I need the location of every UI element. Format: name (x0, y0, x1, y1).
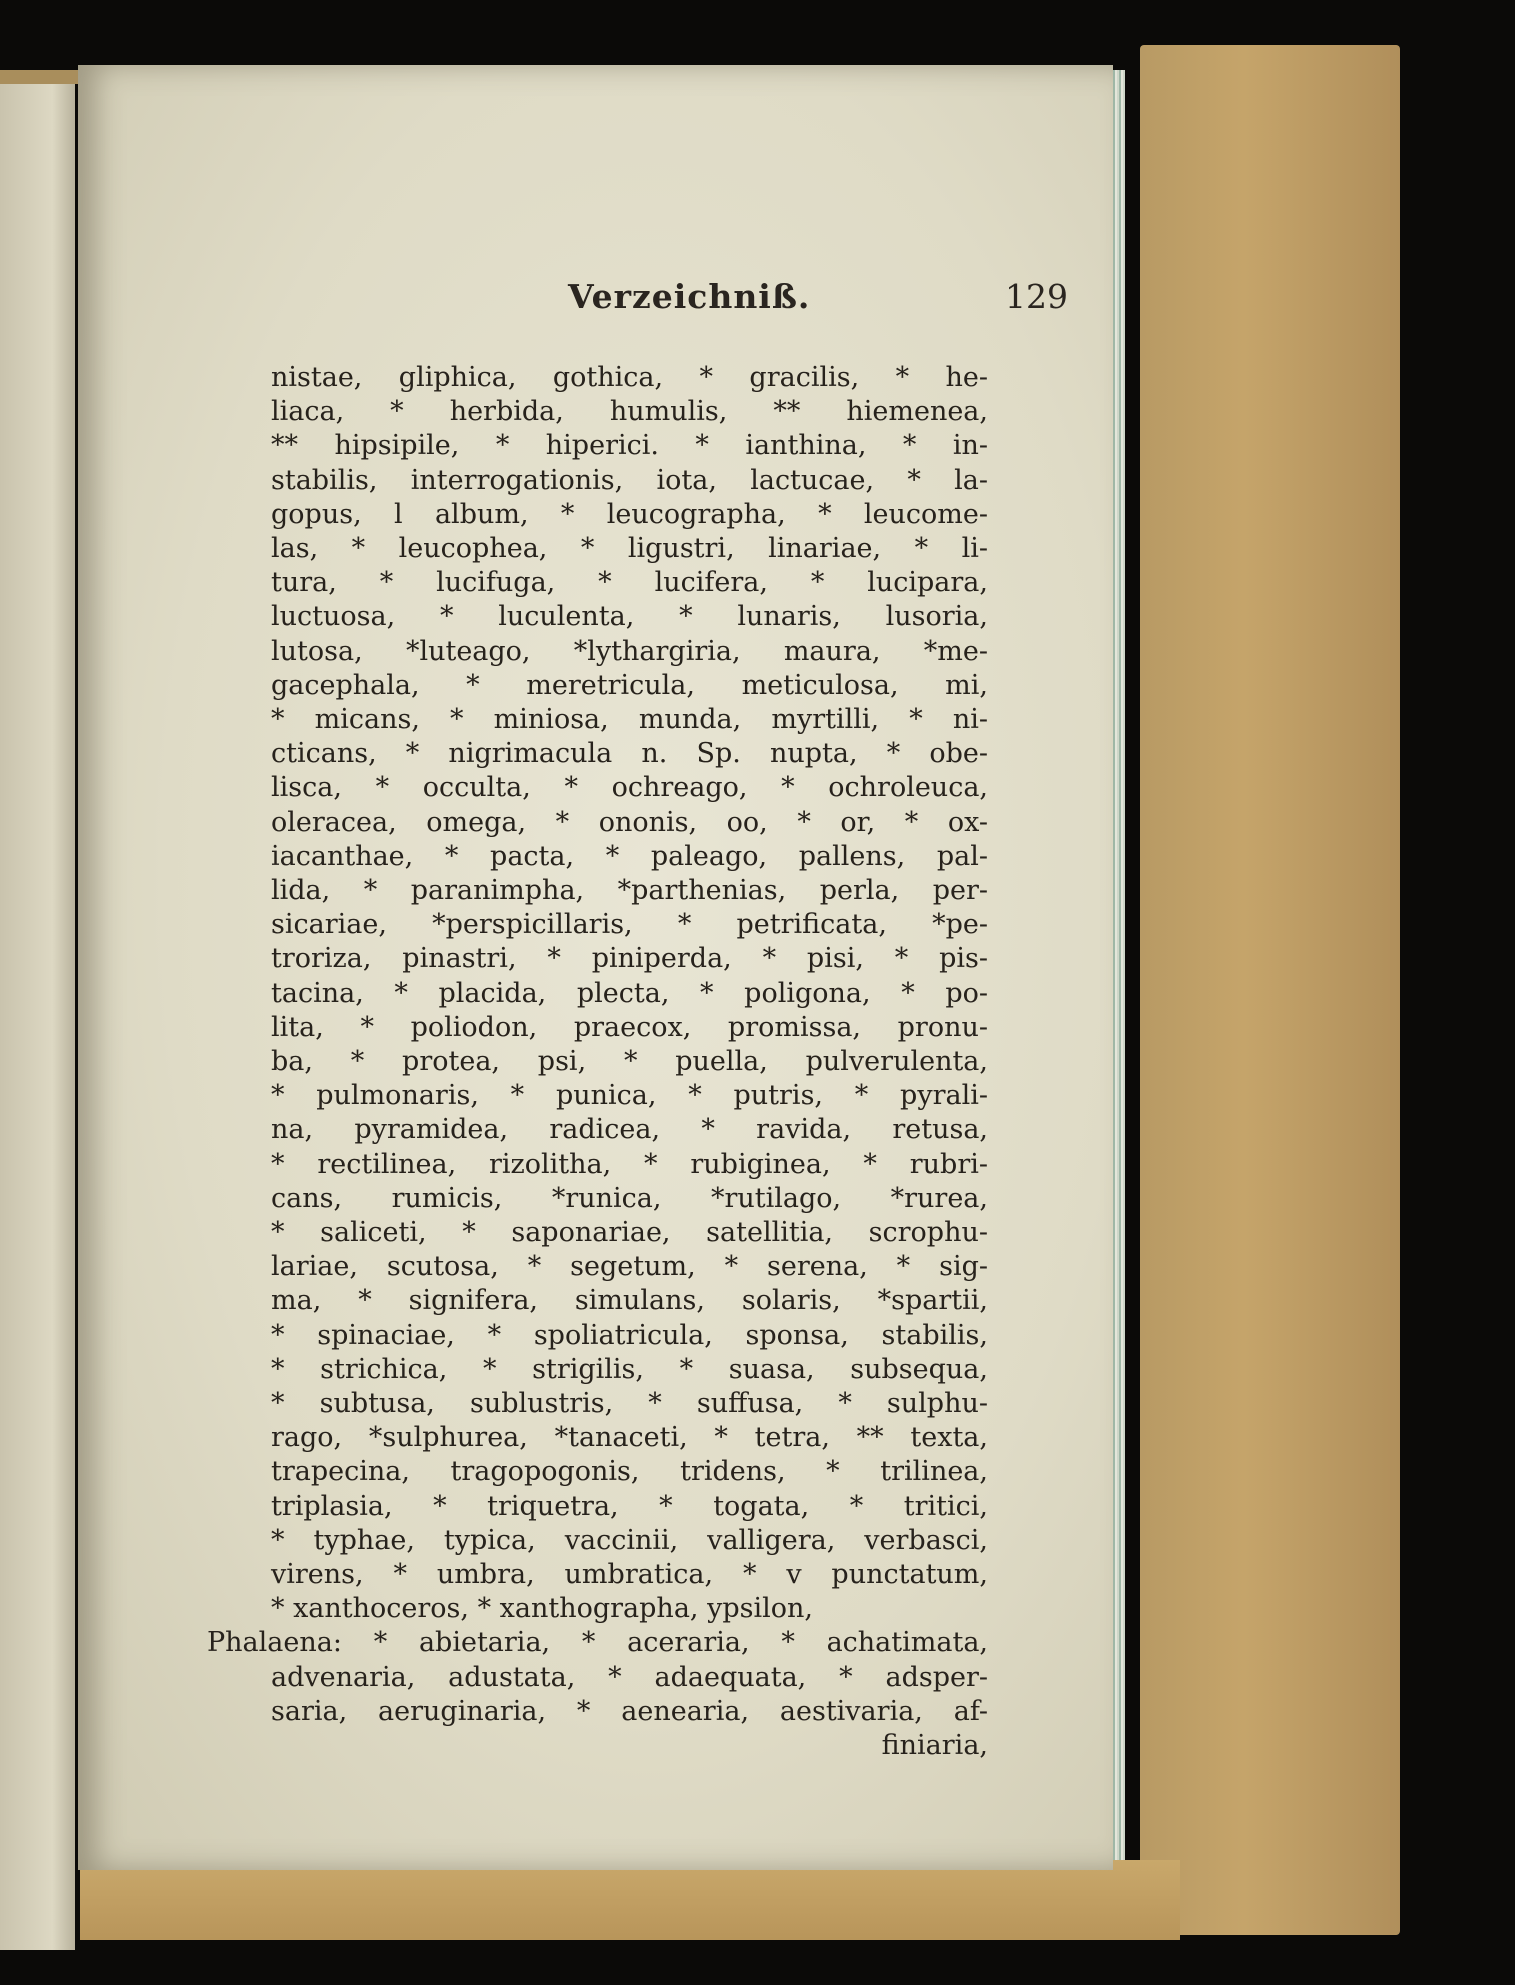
text-line: trapecina, tragopogonis, tridens, * trilinea, (271, 1456, 988, 1487)
text-line: liaca, * herbida, humulis, ** hiemenea, (271, 396, 988, 427)
back-cover-board (1140, 45, 1400, 1935)
text-line: lida, * paranimpha, *parthenias, perla, per- (271, 875, 988, 906)
text-line: ba, * protea, psi, * puella, pulverulenta, (271, 1046, 988, 1077)
text-line: na, pyramidea, radicea, * ravida, retusa, (271, 1114, 988, 1145)
bottom-cover-edge (80, 1860, 1180, 1940)
text-line: rago, *sulphurea, *tanaceti, * tetra, ** texta, (271, 1422, 988, 1453)
text-line: iacanthae, * pacta, * paleago, pallens, pal- (271, 841, 988, 872)
text-line: gacephala, * meretricula, meticulosa, mi, (271, 670, 988, 701)
text-line: cans, rumicis, *runica, *rutilago, *rurea, (271, 1183, 988, 1214)
book-page (78, 65, 1113, 1870)
text-line: stabilis, interrogationis, iota, lactucae, * la- (271, 465, 988, 496)
text-line: triplasia, * triquetra, * togata, * tritici, (271, 1491, 988, 1522)
left-cover-edge (0, 70, 80, 84)
text-line: * subtusa, sublustris, * suffusa, * sulphu- (271, 1388, 988, 1419)
text-line: ma, * signifera, simulans, solaris, *spartii, (271, 1285, 988, 1316)
page-header (78, 277, 1113, 325)
text-line: virens, * umbra, umbratica, * v punctatum, (271, 1559, 988, 1590)
text-line: gopus, l album, * leucographa, * leucome- (271, 499, 988, 530)
text-line: oleracea, omega, * ononis, oo, * or, * ox- (271, 807, 988, 838)
text-line: luctuosa, * luculenta, * lunaris, lusoria, (271, 601, 988, 632)
running-title: Verzeichniß. (568, 277, 811, 316)
text-line: * pulmonaris, * punica, * putris, * pyrali- (271, 1080, 988, 1111)
text-line: cticans, * nigrimacula n. Sp. nupta, * obe- (271, 738, 988, 769)
text-line: advenaria, adustata, * adaequata, * adsper- (271, 1662, 988, 1693)
text-line: tura, * lucifuga, * lucifera, * lucipara, (271, 567, 988, 598)
text-line: * spinaciae, * spoliatricula, sponsa, stabilis, (271, 1320, 988, 1351)
text-line: sicariae, *perspicillaris, * petrificata, *pe- (271, 909, 988, 940)
text-line: * strichica, * strigilis, * suasa, subsequa, (271, 1354, 988, 1385)
text-line: lariae, scutosa, * segetum, * serena, * sig- (271, 1251, 988, 1282)
text-line: tacina, * placida, plecta, * poligona, * po- (271, 978, 988, 1009)
text-line: saria, aeruginaria, * aenearia, aestivaria, af- (271, 1696, 988, 1727)
text-line: * xanthoceros, * xanthographa, ypsilon, (271, 1593, 813, 1624)
text-line: lutosa, *luteago, *lythargiria, maura, *me- (271, 636, 988, 667)
text-line: las, * leucophea, * ligustri, linariae, * li- (271, 533, 988, 564)
entry-heading-line: Phalaena: * abietaria, * aceraria, * achatimata, (207, 1627, 988, 1658)
text-line: finiaria, (881, 1730, 988, 1761)
text-line: lita, * poliodon, praecox, promissa, pronu- (271, 1012, 988, 1043)
text-line: * rectilinea, rizolitha, * rubiginea, * rubri- (271, 1149, 988, 1180)
text-line: nistae, gliphica, gothica, * gracilis, * he- (271, 362, 988, 393)
text-line: * micans, * miniosa, munda, myrtilli, * ni- (271, 704, 988, 735)
page-number: 129 (1005, 277, 1068, 316)
text-line: troriza, pinastri, * piniperda, * pisi, * pis- (271, 943, 988, 974)
text-line: ** hipsipile, * hiperici. * ianthina, * in- (271, 430, 988, 461)
text-line: lisca, * occulta, * ochreago, * ochroleuca, (271, 772, 988, 803)
facing-page-edge (0, 70, 75, 1950)
text-line: * saliceti, * saponariae, satellitia, scrophu- (271, 1217, 988, 1248)
text-line: * typhae, typica, vaccinii, valligera, verbasci, (271, 1525, 988, 1556)
